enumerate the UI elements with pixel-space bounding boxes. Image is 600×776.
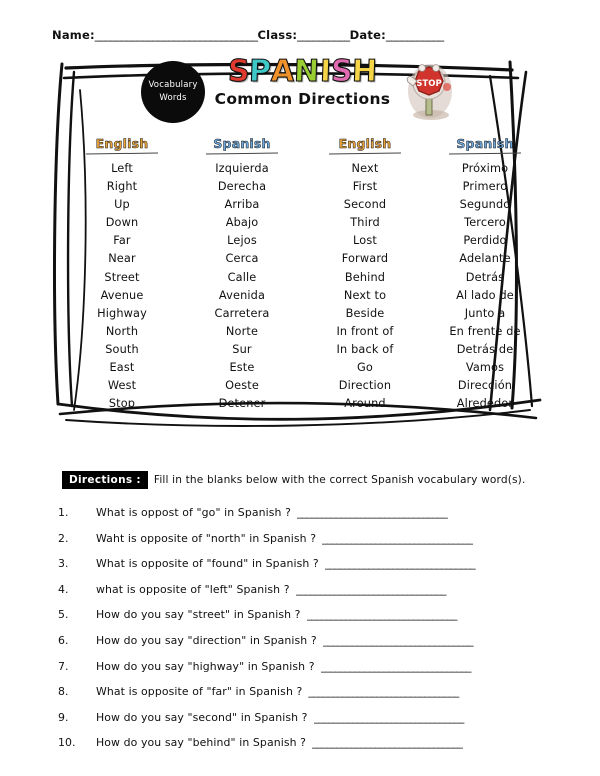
answer-blank[interactable]: _______________________________ [322, 531, 473, 545]
question-number: 1. [58, 506, 69, 519]
answer-blank[interactable]: _______________________________ [324, 557, 476, 571]
title-letter-5: S [330, 54, 353, 89]
vocab-word: Este [229, 361, 255, 375]
column-header-spanish: Spanish [456, 136, 514, 151]
student-info-line [52, 28, 552, 42]
vocab-word: Near [108, 252, 136, 266]
answer-blank[interactable]: _______________________________ [308, 685, 459, 699]
question-row [58, 557, 568, 583]
vocab-word: Avenida [218, 288, 266, 302]
header-underline [329, 153, 401, 155]
vocab-word: Far [113, 234, 131, 248]
vocab-word: Carretera [214, 306, 270, 320]
vocab-word: West [107, 379, 137, 393]
question-text: Waht is opposite of "north" in Spanish ? [96, 531, 317, 545]
question-row [58, 532, 568, 558]
vocab-word: Derecha [217, 180, 267, 194]
vocab-word: Highway [97, 306, 147, 320]
vocab-word: Lejos [227, 234, 257, 248]
vocab-word: In front of [336, 324, 394, 338]
column-english-2 [306, 136, 424, 413]
vocab-word: Arriba [224, 198, 260, 212]
vocab-word: Vamos [465, 361, 505, 375]
class-label: Class: [257, 28, 298, 42]
answer-blank[interactable]: _______________________________ [313, 710, 464, 724]
word-list-spanish-1 [178, 160, 306, 413]
header-underline [86, 153, 158, 155]
answer-blank[interactable]: _______________________________ [306, 608, 457, 622]
page-subtitle: Common Directions [214, 90, 391, 108]
question-text: What is opposite of "far" in Spanish ? [96, 685, 303, 699]
name-label: Name: [52, 28, 95, 42]
vocab-word: Beside [345, 306, 385, 320]
question-text: What is oppost of "go" in Spanish ? [96, 506, 291, 519]
vocab-word: Próximo [461, 162, 509, 175]
vocab-word: Forward [341, 252, 389, 266]
question-text: what is opposite of "left" Spanish ? [96, 582, 290, 596]
answer-blank[interactable]: _______________________________ [322, 633, 473, 647]
title-letter-1: P [248, 54, 272, 89]
question-number: 7. [58, 659, 69, 673]
vocab-word: Detener [218, 397, 266, 411]
vocabulary-table [66, 136, 546, 413]
question-row [58, 506, 568, 532]
question-row [58, 608, 568, 634]
vocab-word: Direction [338, 379, 392, 393]
title-letter-4: I [318, 54, 332, 89]
vocab-word: Alrededor [456, 397, 514, 411]
question-number: 8. [58, 685, 69, 699]
worksheet-title-block [205, 55, 400, 108]
vocab-word: Street [104, 270, 140, 284]
vocab-word: Second [343, 198, 387, 212]
vocab-word: Up [114, 198, 130, 212]
vocab-word: Dirección [457, 379, 513, 393]
name-blank[interactable]: _______________________________ [94, 28, 258, 42]
vocab-word: Cerca [225, 252, 259, 266]
question-number: 9. [58, 710, 69, 724]
column-spanish-1 [178, 136, 306, 413]
vocab-word: Izquierda [215, 162, 269, 175]
vocab-word: Behind [344, 270, 386, 284]
header-underline [449, 153, 521, 155]
question-text: How do you say "direction" in Spanish ? [96, 633, 317, 647]
answer-blank[interactable]: _______________________________ [320, 659, 471, 673]
vocab-word: Junto a [464, 306, 506, 320]
question-text: How do you say "street" in Spanish ? [96, 608, 301, 622]
question-number: 5. [58, 608, 69, 622]
question-text: How do you say "behind" in Spanish ? [96, 736, 307, 750]
vocab-word: Stop [108, 397, 136, 411]
vocab-word: Abajo [225, 216, 259, 230]
vocab-word: North [105, 324, 139, 338]
vocab-word: East [109, 361, 135, 375]
vocab-word: Down [105, 216, 139, 230]
column-spanish-2 [424, 136, 546, 413]
vocab-word: Left [111, 162, 133, 175]
class-blank[interactable]: __________ [297, 28, 350, 42]
stop-sign-icon [398, 57, 460, 123]
vocab-word: Right [106, 180, 138, 194]
vocab-word: Tercero [464, 216, 506, 230]
vocab-word: Around [344, 397, 386, 411]
title-letter-2: A [270, 54, 296, 89]
svg-text:STOP: STOP [416, 79, 442, 89]
header-underline [206, 153, 278, 155]
vocab-word: Avenue [100, 288, 144, 302]
vocab-word: Third [350, 216, 380, 230]
word-list-english-2 [306, 160, 424, 413]
question-number: 2. [58, 531, 69, 545]
column-english-1 [66, 136, 178, 413]
title-letter-0: S [226, 54, 250, 89]
question-number: 6. [58, 633, 69, 647]
column-header-english: English [338, 136, 392, 151]
directions-text: Fill in the blanks below with the correct Spanish vocabulary word(s). [153, 474, 526, 486]
question-text: How do you say "second" in Spanish ? [96, 710, 308, 724]
answer-blank[interactable]: _______________________________ [295, 582, 446, 596]
vocab-word: Lost [353, 234, 377, 248]
vocab-word: Segundo [459, 198, 511, 212]
question-number: 10. [58, 736, 76, 750]
vocab-word: Calle [227, 270, 257, 284]
vocab-word: Primero [462, 180, 508, 194]
answer-blank[interactable]: _______________________________ [296, 506, 448, 519]
vocab-word: Next to [343, 288, 387, 302]
vocab-word: First [352, 180, 378, 194]
vocab-word: Detrás [465, 270, 505, 284]
date-label: Date: [349, 28, 386, 42]
vocab-word: Norte [225, 324, 259, 338]
badge-line-1: Vocabulary [148, 80, 198, 90]
question-row [58, 634, 568, 660]
vocab-word: Detrás de [456, 342, 514, 356]
question-row [58, 583, 568, 609]
column-header-spanish: Spanish [213, 136, 271, 151]
vocabulary-words-badge [141, 61, 205, 123]
column-header-english: English [95, 136, 149, 151]
vocab-word: En frente de [449, 324, 521, 338]
question-list [58, 506, 568, 762]
vocab-word: Perdido [463, 234, 507, 248]
question-row [58, 736, 568, 762]
word-list-spanish-2 [424, 160, 546, 413]
vocab-word: Oeste [225, 379, 259, 393]
answer-blank[interactable]: _______________________________ [312, 736, 463, 750]
vocab-word: South [105, 342, 139, 356]
question-row [58, 660, 568, 686]
question-row [58, 685, 568, 711]
directions-label: Directions : [62, 471, 148, 489]
question-number: 4. [58, 582, 69, 596]
page-title [205, 55, 400, 89]
badge-line-2: Words [159, 93, 187, 103]
word-list-english-1 [66, 160, 178, 413]
title-letter-3: N [293, 54, 321, 89]
question-row [58, 711, 568, 737]
vocab-word: Next [351, 162, 379, 175]
directions-row [62, 471, 562, 489]
vocab-word: Al lado de [456, 288, 514, 302]
question-text: What is opposite of "found" in Spanish ? [96, 557, 319, 571]
question-text: How do you say "highway" in Spanish ? [96, 659, 315, 673]
vocab-word: Adelante [459, 252, 511, 266]
date-blank[interactable]: ___________ [385, 28, 444, 42]
vocab-word: Sur [232, 342, 252, 356]
vocab-word: Go [357, 361, 373, 375]
vocab-word: In back of [336, 342, 394, 356]
title-letter-6: H [351, 54, 379, 89]
question-number: 3. [58, 557, 69, 571]
